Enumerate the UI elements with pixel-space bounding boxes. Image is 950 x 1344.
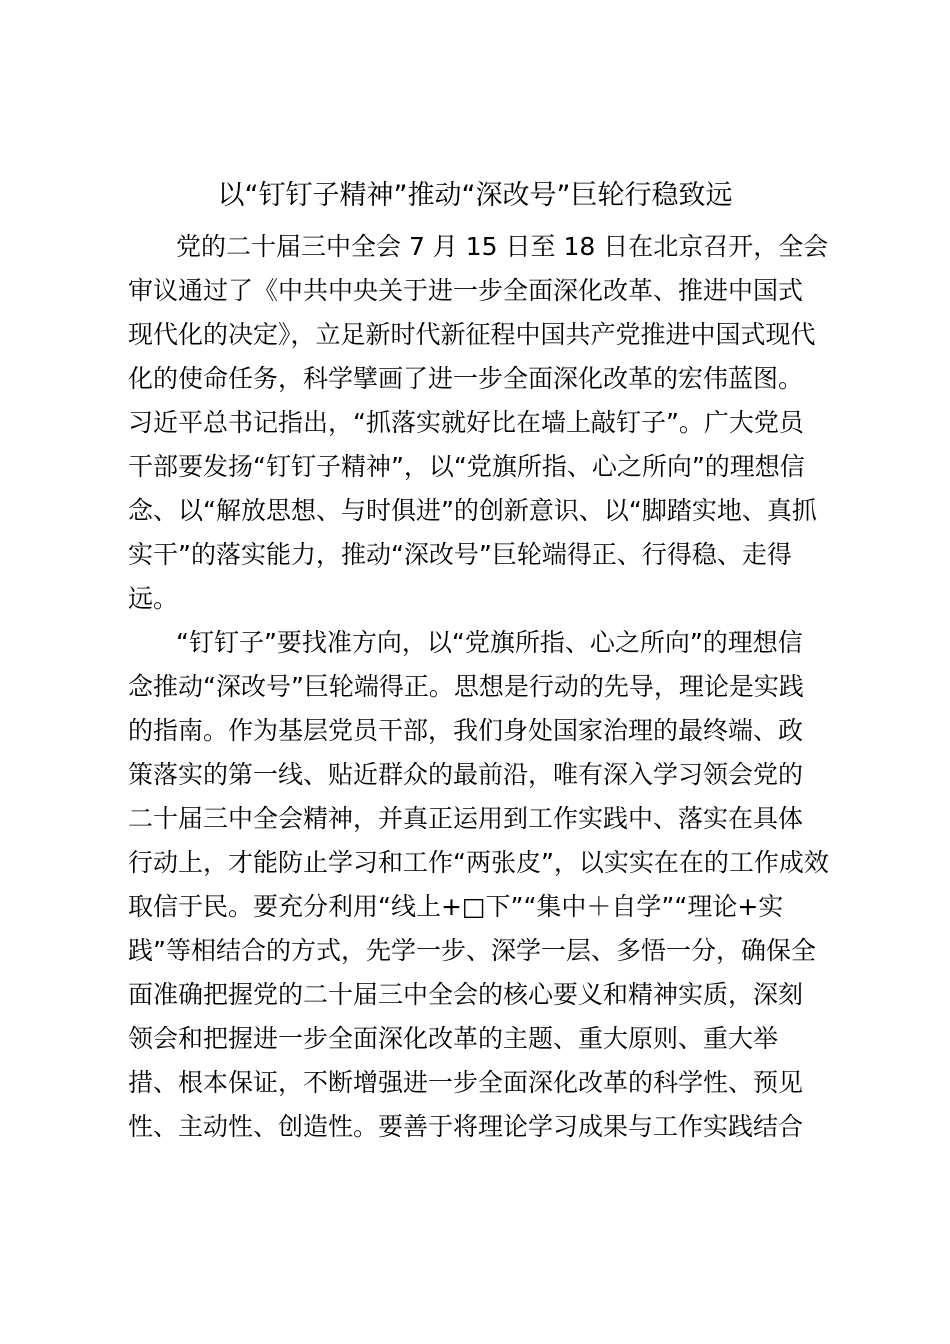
paragraph-line: 策落实的第一线、贴近群众的最前沿，唯有深入学习领会党的 [128, 760, 804, 789]
paragraph-line: 习近平总书记指出，“抓落实就好比在墙上敲钉子”。广大党员 [128, 408, 804, 437]
paragraph-line: 念、以“解放思想、与时俱进”的创新意识、以“脚踏实地、真抓 [128, 496, 817, 525]
document-body [128, 225, 838, 1149]
paragraph-line: 的指南。作为基层党员干部，我们身处国家治理的最终端、政 [128, 716, 804, 745]
paragraph-line: 取信于民。要充分利用“线上+□下”“集中＋自学”“理论+实 [128, 892, 784, 921]
paragraph-line: “钉钉子”要找准方向，以“党旗所指、心之所向”的理想信 [176, 628, 803, 657]
paragraph-line: 领会和把握进一步全面深化改革的主题、重大原则、重大举 [128, 1024, 779, 1053]
paragraph-line: 二十届三中全会精神，并真正运用到工作实践中、落实在具体 [128, 804, 804, 833]
paragraph-line: 实干”的落实能力，推动“深改号”巨轮端得正、行得稳、走得 [128, 540, 792, 569]
paragraph-2 [128, 621, 838, 1149]
paragraph-line: 念推动“深改号”巨轮端得正。思想是行动的先导，理论是实践 [128, 672, 804, 701]
paragraph-line: 干部要发扬“钉钉子精神”，以“党旗所指、心之所向”的理想信 [128, 452, 805, 481]
paragraph-line: 行动上，才能防止学习和工作“两张皮”，以实实在在的工作成效 [128, 848, 829, 877]
paragraph-line: 远。 [128, 584, 179, 613]
paragraph-line: 现代化的决定》，立足新时代新征程中国共产党推进中国式现代 [128, 320, 816, 349]
paragraph-line: 审议通过了《中共中央关于进一步全面深化改革、推进中国式 [128, 276, 804, 305]
paragraph-line: 践”等相结合的方式，先学一步、深学一层、多悟一分，确保全 [128, 936, 816, 965]
paragraph-line: 措、根本保证，不断增强进一步全面深化改革的科学性、预见 [128, 1068, 804, 1097]
paragraph-1 [128, 225, 838, 621]
paragraph-line: 党的二十届三中全会 7 月 15 日至 18 日在北京召开，全会 [176, 232, 829, 261]
paragraph-line: 性、主动性、创造性。要善于将理论学习成果与工作实践结合 [128, 1112, 804, 1141]
paragraph-line: 面准确把握党的二十届三中全会的核心要义和精神实质，深刻 [128, 980, 804, 1009]
document-title: 以“钉钉子精神”推动“深改号”巨轮行稳致远 [217, 180, 733, 211]
paragraph-line: 化的使命任务，科学擘画了进一步全面深化改革的宏伟蓝图。 [128, 364, 804, 393]
